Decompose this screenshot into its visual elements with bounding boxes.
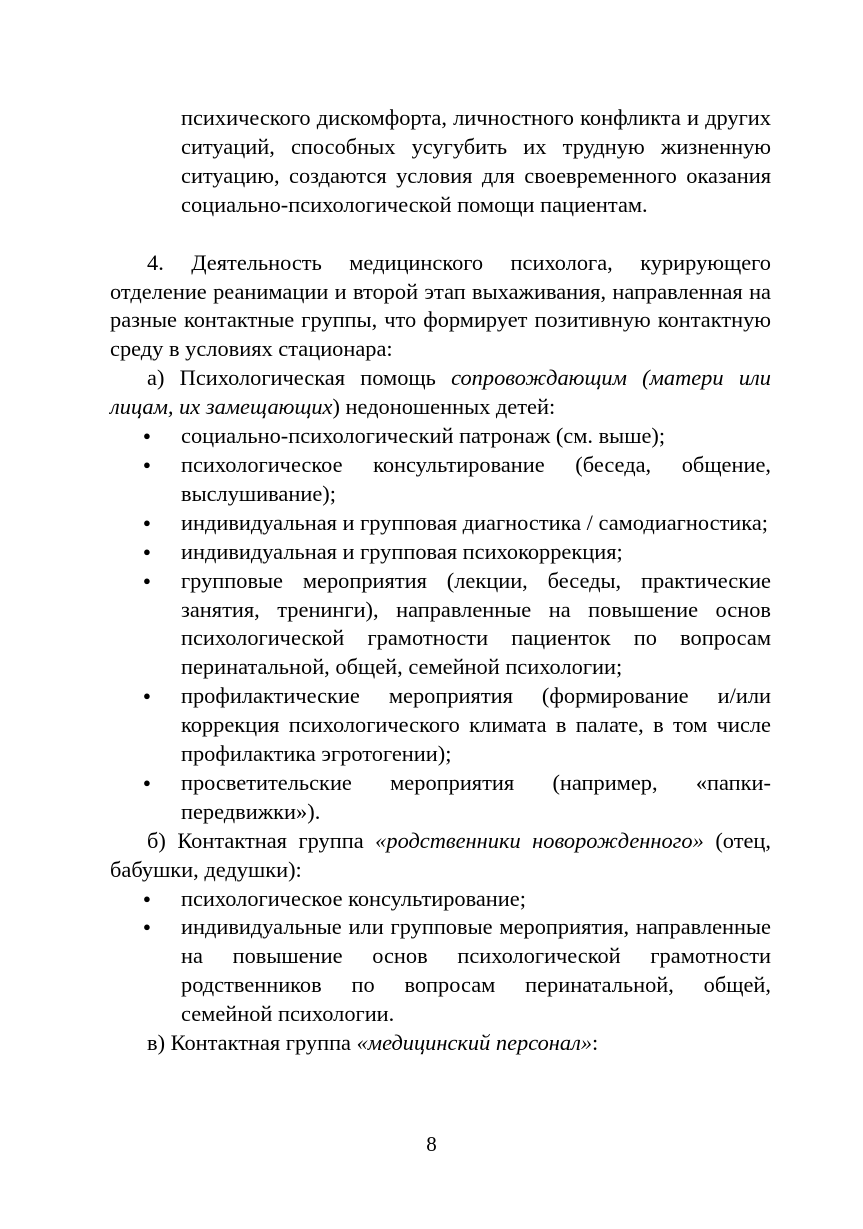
item-a-bullet-list <box>110 422 771 827</box>
list-item: ● профилактические мероприятия (формирование и/или коррекция психологического климата в палате, в том числе профилактика эгротогении); <box>110 682 771 769</box>
item-c-prefix: в) Контактная группа <box>147 1030 357 1056</box>
item-a-prefix: а) Психологическая помощь <box>147 365 452 391</box>
item-a-suffix: ) недоношенных детей: <box>332 394 556 420</box>
list-item: ● групповые мероприятия (лекции, беседы, практические занятия, тренинги), направленные на повышение основ психологической грамотности пациенток по вопросам перинатальной, общей, семейной психологии; <box>110 567 771 683</box>
list-item: ● социально-психологический патронаж (см. выше); <box>110 422 771 451</box>
item-c-suffix: : <box>592 1030 599 1056</box>
item-b-prefix: б) Контактная группа <box>147 827 376 853</box>
list-item: ● психологическое консультирование (беседа, общение, выслушивание); <box>110 451 771 509</box>
item-b-bullet-list <box>110 885 771 1030</box>
paragraph-spacer <box>110 220 771 249</box>
item-b-heading <box>110 827 771 885</box>
item-a-italic: сопровождающим (матери или лицам, их замещающих <box>110 365 771 420</box>
list-item: ● индивидуальная и групповая психокоррекция; <box>110 538 771 567</box>
page-body <box>110 104 771 1058</box>
page-number: 8 <box>426 1132 437 1156</box>
list-item: ● индивидуальные или групповые мероприятия, направленные на повышение основ психологической грамотности родственников по вопросам перинатальной, общей, семейной психологии. <box>110 913 771 1029</box>
item-a-heading <box>110 364 771 422</box>
list-item: ● просветительские мероприятия (например, «папки-передвижки»). <box>110 769 771 827</box>
lead-paragraph: психического дискомфорта, личностного конфликта и других ситуаций, способных усугубить их трудную жизненную ситуацию, создаются условия для своевременного оказания социально-психологической помощи пациентам. <box>181 105 771 217</box>
list-item: ● психологическое консультирование; <box>110 885 771 914</box>
item-b-italic: «родственники новорожденного» <box>375 827 704 853</box>
item-c-heading <box>110 1029 771 1058</box>
section-4-paragraph: 4. Деятельность медицинского психолога, курирующего отделение реанимации и второй этап выхаживания, направленная на разные контактные группы, что формирует позитивную контактную среду в условиях стационара: <box>110 249 771 362</box>
item-b-suffix: (отец, бабушки, дедушки): <box>110 827 771 882</box>
item-c-italic: «медицинский персонал» <box>356 1030 593 1056</box>
list-item: ● индивидуальная и групповая диагностика / самодиагностика; <box>110 509 771 538</box>
